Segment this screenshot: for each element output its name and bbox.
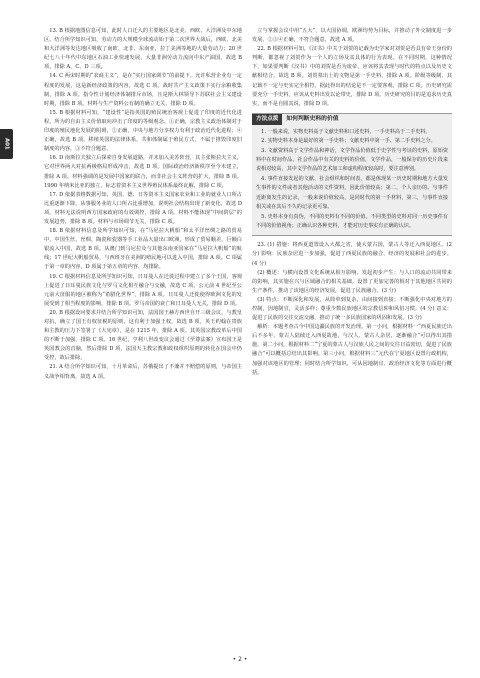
answer-paragraph-9: 21. A 结合所学知识可知，十月革命后，苏俄提出了不兼并不赔偿的原则，与帝国主义战争相背离，故选 A 项。 — [44, 364, 242, 380]
answer-paragraph-2: 14. C 两宋时期的“农商主义”，是在“实行国家调节”的前提下，允许私营企业有一定程度的发展，这是新经济政策的内容，故选 C 项。战时共产主义政策下实行余粮收集制，排除 A 项。指令性计划经济体制排斥市场，且是斯大林领导下苏联社会主义建设时期，排除 B 项。材料与生产资料公有制的确立无关，排除 D 项。 — [44, 73, 242, 107]
answer-paragraph-7: 19. C 根据材料信息及所学知识可知，日耳曼人在迁徙过程中建立了多个王国，客观上促进了日耳曼民族文化与罗马文化相互融合与交融，故选 C 项。公元前 4 世纪至公元前大征服的地区被称为“希腊化世界”，排除 A 项。日耳曼人迁徙使得欧洲文化的发展受到了相当程度的影响，排除 B 项。罗马帝国的衰亡和日耳曼人无关，排除 D 项。 — [44, 273, 242, 307]
right-column-top — [252, 27, 452, 109]
method-paragraph-5: 5. 史料本身有真伪，不同的史料有不同的价值。不同类型的史料对同一历史事件有不同的价值视角；正确认识各种史料，才能对历史事实有正确的认识。 — [256, 213, 448, 229]
side-tab: A01 — [0, 129, 13, 159]
method-box — [252, 113, 452, 236]
answer-paragraph-8: 20. B 根据设问要求并结合所学知识可知，法国国王赫方西世自开三级会议，与教皇对抗，确立了国王有权征税的原则，这有利于加强王权，故选 B 项。英王约翰在贵族和主教的压力下签署了《大宪章》，是在 1215 年，排除 A 项。其英国宗教改革后中国的不断于加强，排除 C 项。16 世纪，亨利八世改变议会通过《至尊法案》宣布国王是英国教会的首脑，然后排除 D 项，法国天主教宗教和政权组织原则的转化在国会中仍受控，故后排除。 — [44, 309, 242, 362]
answer-paragraph-3: 15. B 根据材料可知，“建设性”是指英国的殖民统治客观上促进了印度的近代化进程，所为的自由主义价值取向冲击了印度的等级观念。①正确，宗教主义政治体制对于印度的殖民地化发展的阻碍，②正确，中央与地方分享权力有利于政治近代化进程；④正确，故选 B 项。移植英国的法律体系，共和体制属于殖民方式，不属于推毁印度旧制度的内容，③不符合题意。 — [44, 109, 242, 153]
question-23-paragraph-2: (2) 概述：与横向设置文化系统从相互影响，发起初步产生：与人口的流动共同带来的影响，其实施在兴与区域融合的相关基础。设置了更加完善的相对于其他地区共同的生产条件，推动了该地区的经济发展，促进了民族融合。(3 分) — [252, 269, 452, 294]
method-paragraph-2: 2. 实物史料本身是最好的第一手史料；文献史料中第一手、第二手史料之分。 — [261, 138, 436, 145]
page-number: • 2 • — [232, 656, 248, 663]
method-paragraph-1: 1. 一般来说，实物史料高于文献史料和口述史料，一手史料高于二手史料。 — [261, 128, 431, 135]
right-column — [252, 27, 452, 378]
method-paragraph-4: 4. 事件直接发起的文献、社会组织和时间表，都是体现某一历史时期和地方大量发生事件的文件或者其他活动的文件资料，因此价值较高；第二，个人亲历的、与事件近距离发生的记录，一般来说价值较高，是同时代的第一手材料，第三，与事件直接相关或在其后不久的记录更可靠。 — [256, 175, 448, 211]
method-body — [256, 128, 448, 231]
method-header — [252, 114, 452, 125]
question-23-paragraph-4: 解析：本题考查古今中国边疆民族的开发治理。第一小问，根据材料一“西夏民族迁出后不多年，蒙古人陆续迁入西夏故地，与汉人、蒙古人杂居，逐渐融合”可以得出其措施。第二小问，根据材料二“宁夏的蒙古人与汉族人民之间的交往日益密切，促进了民族融合”可以概括总结出其影响。第三小问，根据材料三“元代在宁夏地区设置行政机构，加强对该地区的管理；同时结合所学知识，可从因地制宜、政治经济文化等方面进行概括。 — [252, 324, 452, 376]
question-23-paragraph-3: (3) 特点：不断深化和发展，从简单到复杂，由间接到直接；不断强化中央对地方的控制，因地制宜，灵活多样；尊重少数民族地区的宗教信仰和风俗习惯。(4 分) 意义：促进了民族的交往交流交融，推动了统一多民族国家的巩固和发展。(3 分) — [252, 296, 452, 322]
method-label: 方法点拨 — [252, 114, 282, 125]
answer-paragraph-right-2: 22. B 根据材料可知，《汉书》中关于刘贺的记载为史学家对刘贺是否具有帝王身份的判断，都忽视了刘贺作为一个人的立场及其具体的行为表现。在不同时期，这种情况下，如果要判断《汉书》中的刘贺是否为废帝，应该将其表现与时代的特点以及历史文献相结合，故选 B 项。刘贺墓出土的文物是第一手史料，排除 A 项。阶级等级制，其记载不一定与史实完全相符，据此得出的结论是不一定要客观，排除 C 项。历史研究需要充分一手史料，应该从史料出发以论带史，排除 D 项。历史研究的目的是追求历史真实，而不是自圆其说，排除 D 项。 — [252, 46, 452, 107]
answer-paragraph-4: 16. D 南斯拉夫独立后探索自身发展道路，并未加入美苏阵营，其主张斯拉夫主义，它对世界两大对抗两极格局形成冲击，故选 D 项。国际政治经济新秩序至今未建立，排除 A 项。材料强调的是发展中国家的联合，而非社会主义阵营的扩大，排除 B 项。1990 年纳米比亚的独立，标志着资本主义世界殖民体系最终瓦解，排除 C 项。 — [44, 155, 242, 189]
answer-paragraph-right-1: 立与掌握会议中用“五大”，以大国协调，欧洲均势为目标，并推动了外交制度进一步发展，②③④正确，不符合题意，故选 A 项。 — [252, 28, 452, 44]
right-column-bottom — [252, 241, 452, 377]
question-23-paragraph-1: 23. (1) 措施：将西夏道置设入大都之省，使大蒙古国，蒙古人等迁入西夏地区。(2 分) 影响：民族杂居进一步加强，促进了西夏民族的融合、经济的发展和社会的进步。(4 分) — [252, 242, 452, 267]
answer-paragraph-6: 18. B 依据材料信息及所学知识可知，在“马尼拉大帆船”和太平洋丝绸之路的贸易中，中国生丝、丝绸、陶瓷和瓷器等手工业品大量出口欧洲，形成了贸易顺差，巨额白银流入中国，故选 B 项。从澳门到马尼拉及与其他东南亚国家在“马尼拉大帆船”的航线；17 世纪大帆船贸易，与西班牙在美洲的殖民地可以进入中国，排除 A 项。C 项属于第一章的内容，D 项属于第五章的内容，均排除。 — [44, 228, 242, 271]
answer-paragraph-1: 13. B 根据地图信息可知，此时人口迁入的主要地区是北美、西欧、大洋洲及中东地区。结合所学知识可知，劳动力的大规模全球流动始于第二次世界大战后，西欧、北美和大洋洲等发达地区吸收了南欧、北非、东南亚，拉丁美洲等地的大量劳动力；20 世纪七八十年代中东地区石油工业快速发展，大量非洲劳动力流向中东产油国，故选 B 项，排除 A、C、D 三项。 — [44, 28, 242, 71]
answer-paragraph-5: 17. D 依据表格数据可知，英国、德、日等资本主义国家农业和工业的就业人口所占比重逐渐下降，从事服务业的人口所占比重增加，说明社会结构出现了新变化，故选 D 项。材料无法说明西方国家政府的有效调控，排除 A 项。材料不能体现“中间阶层”的发展趋势，排除 B 项。材料与市场调节无关，排除 C 项。 — [44, 191, 242, 225]
left-column — [44, 27, 242, 382]
method-paragraph-3: 3. 文献资料高于文学作品和神话，文学作品价值低于史学性与考证的史料，原始资料中在时间作品、社会作品中有关的史料的价值，文学作品，一般保存的历史片段来说相对较高，其中文学作品的艺术加工和虚构程度较高时，要注意辨别。 — [256, 147, 448, 173]
method-title: 如何判断史料的价值 — [286, 115, 339, 122]
